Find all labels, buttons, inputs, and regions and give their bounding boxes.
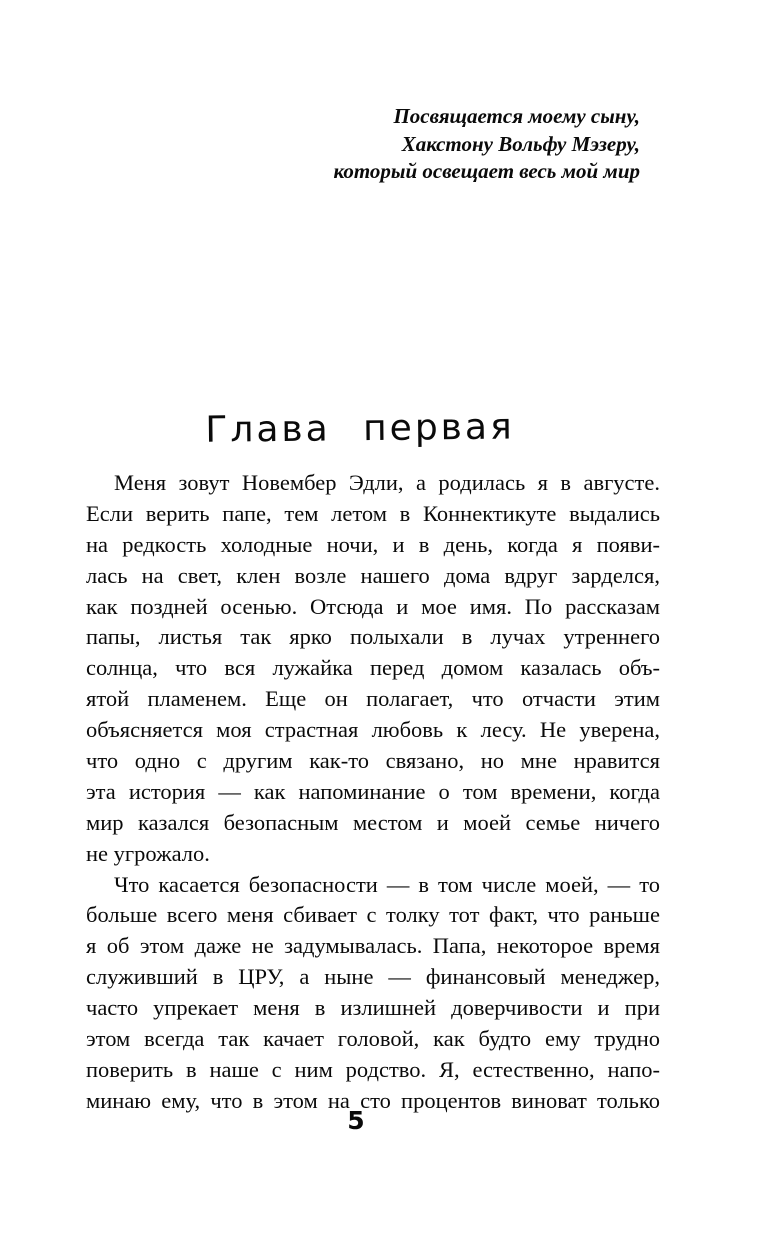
- body-line: минаю ему, что в этом на сто процентов виноват только: [86, 1087, 660, 1113]
- body-line: я об этом даже не задумывалась. Папа, некоторое время: [86, 933, 660, 959]
- body-line: ятой пламенем. Еще он полагает, что отчасти этим: [86, 686, 660, 712]
- body-line: эта история — как напоминание о том времени, когда: [86, 778, 660, 804]
- body-line: Меня зовут Новембер Эдли, а родилась я в августе.: [114, 470, 660, 495]
- dedication-line: который освещает весь мой мир: [333, 159, 640, 183]
- body-line: служивший в ЦРУ, а ныне — финансовый менеджер,: [86, 964, 660, 990]
- dedication-line: Посвящается моему сыну,: [393, 104, 640, 128]
- chapter-title: Глава первая: [205, 406, 515, 451]
- body-line: папы, листья так ярко полыхали в лучах утреннего: [86, 624, 660, 650]
- dedication-line: Хакстону Вольфу Мэзеру,: [401, 131, 640, 156]
- body-line: Если верить папе, тем летом в Коннектикуте выдались: [86, 500, 660, 526]
- body-line: лась на свет, клен возле нашего дома вдруг зарделся,: [86, 562, 660, 588]
- body-line: поверить в наше с ним родство. Я, естественно, напо-: [86, 1056, 660, 1082]
- body-line: этом всегда так качает головой, как будто ему трудно: [86, 1026, 660, 1052]
- page-number: 5: [347, 1106, 365, 1135]
- body-line: объясняется моя страстная любовь к лесу. Не уверена,: [86, 717, 660, 743]
- body-line: мир казался безопасным местом и моей семье ничего: [86, 809, 660, 835]
- body-line: солнца, что вся лужайка перед домом казалась объ-: [86, 655, 660, 681]
- dedication: [120, 103, 640, 186]
- body-line: не угрожало.: [86, 840, 210, 866]
- body-line: что одно с другим как-то связано, но мне нравится: [86, 748, 660, 774]
- body-text: [86, 468, 660, 1117]
- body-line: Что касается безопасности — в том числе моей, — то: [114, 871, 660, 897]
- body-line: часто упрекает меня в излишней доверчивости и при: [86, 995, 660, 1021]
- body-line: как поздней осенью. Отсюда и мое имя. По рассказам: [86, 593, 660, 619]
- body-line: больше всего меня сбивает с толку тот факт, что раньше: [86, 902, 660, 928]
- body-line: на редкость холодные ночи, и в день, когда я появи-: [86, 531, 660, 557]
